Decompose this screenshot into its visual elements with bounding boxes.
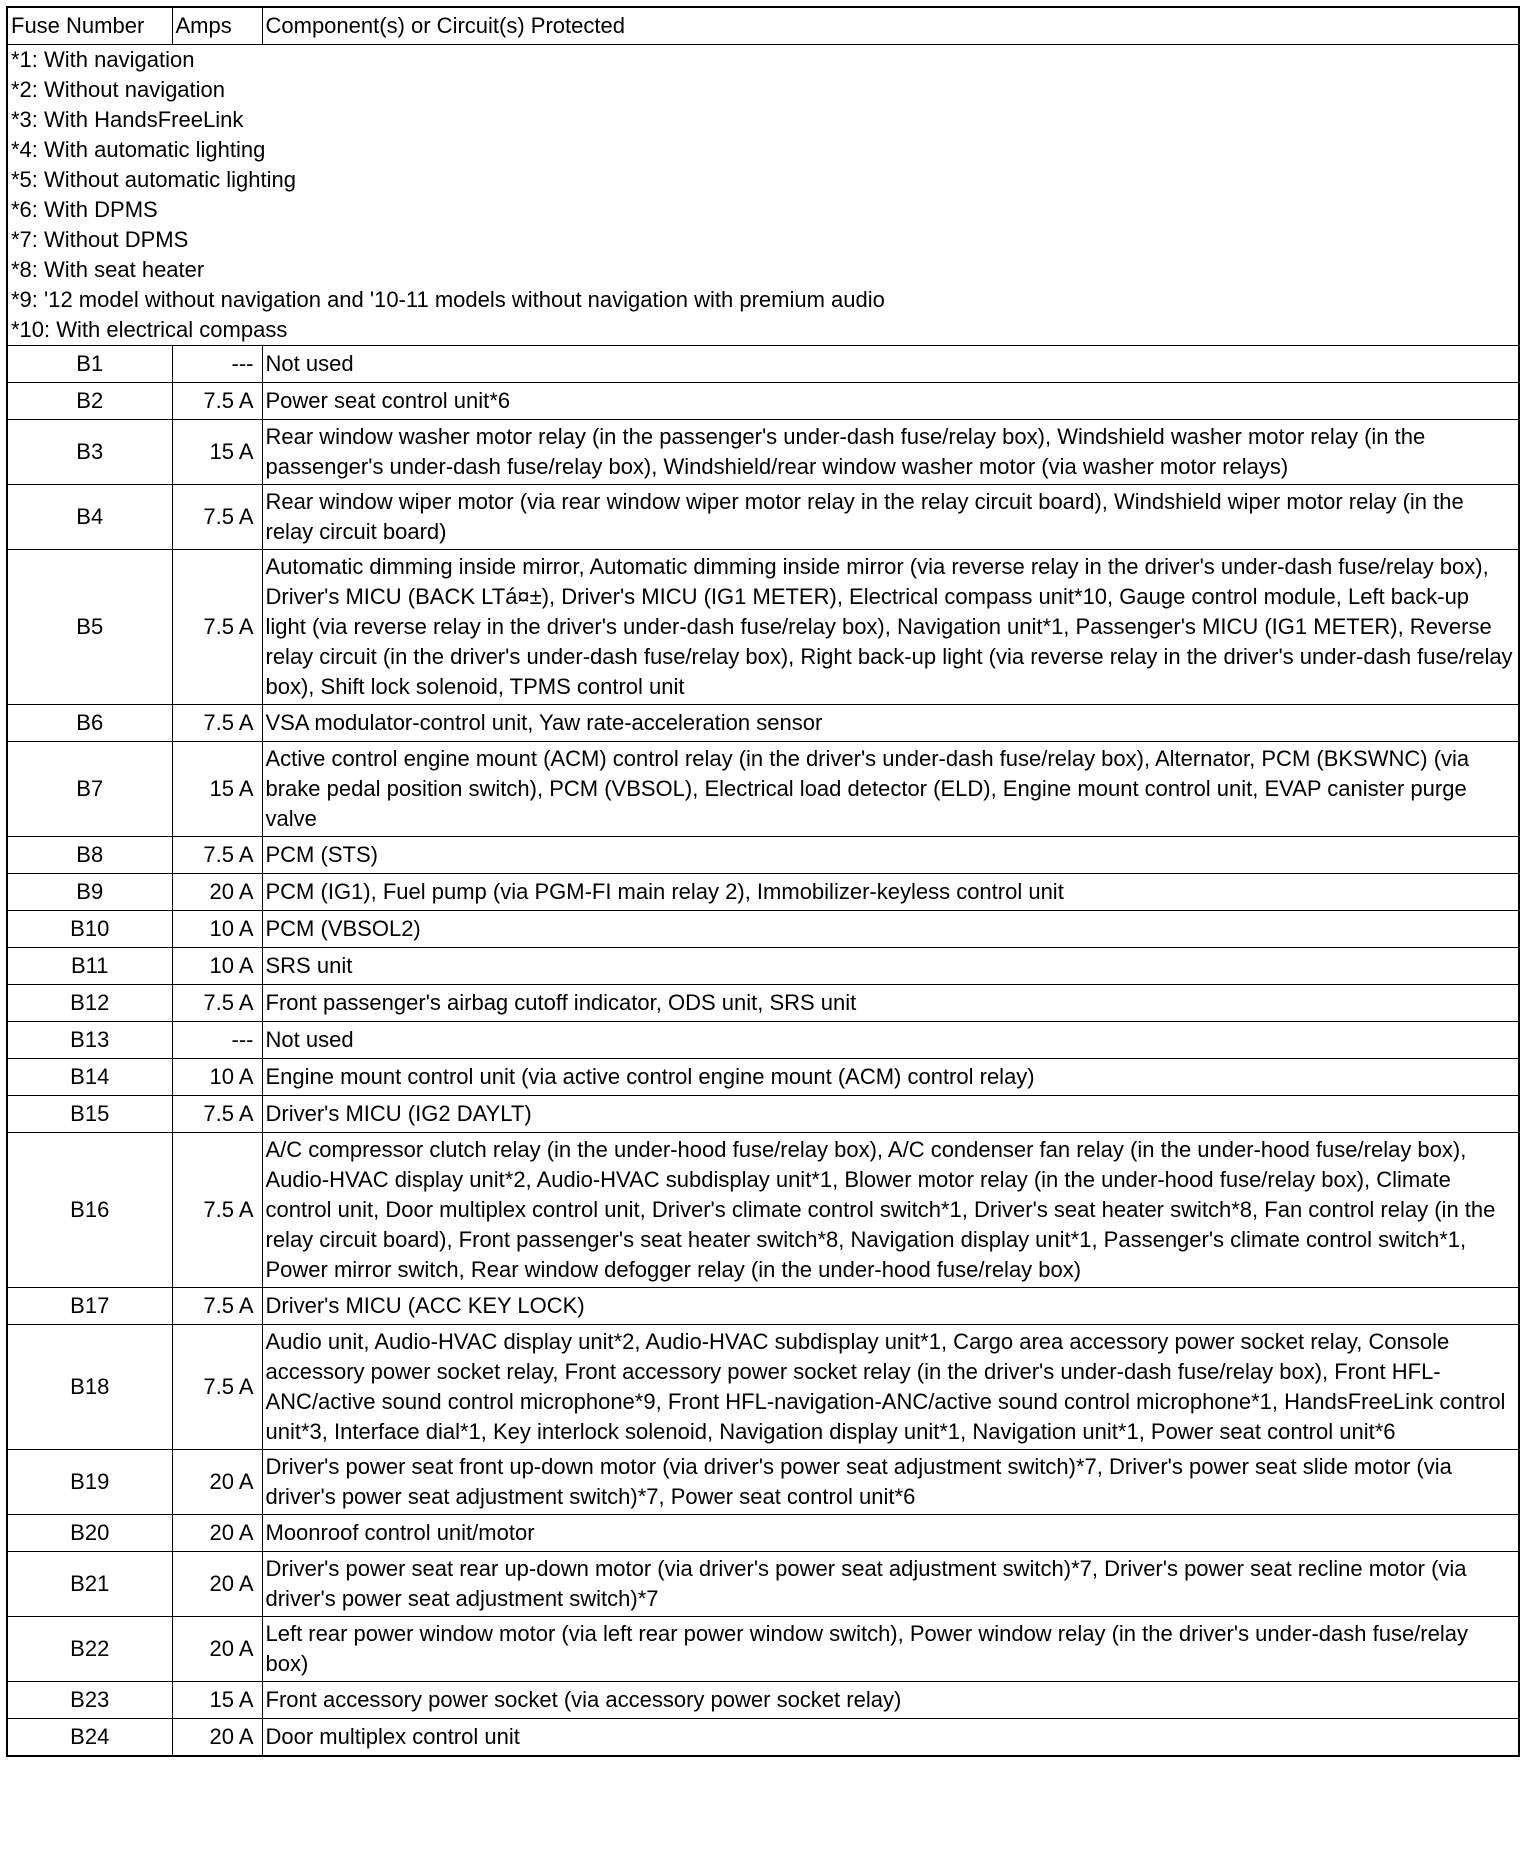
components-cell: Rear window wiper motor (via rear window wiper motor relay in the relay circuit board), Windshield wiper motor relay (in the relay circuit board) [262, 485, 1519, 550]
components-cell: VSA modulator-control unit, Yaw rate-acceleration sensor [262, 705, 1519, 742]
fuse-number-cell: B23 [7, 1682, 172, 1719]
components-cell: Driver's MICU (ACC KEY LOCK) [262, 1288, 1519, 1325]
amps-cell: 7.5 A [172, 1325, 262, 1450]
footnote: *9: '12 model without navigation and '10-11 models without navigation with premium audio [11, 287, 885, 312]
table-row [7, 1719, 1519, 1757]
amps-cell: 7.5 A [172, 985, 262, 1022]
fuse-number-cell: B10 [7, 911, 172, 948]
amps-cell: 20 A [172, 1552, 262, 1617]
amps-cell: 20 A [172, 1719, 262, 1757]
amps-cell: 7.5 A [172, 1133, 262, 1288]
components-cell: Front accessory power socket (via accessory power socket relay) [262, 1682, 1519, 1719]
fuse-number-cell: B7 [7, 742, 172, 837]
table-row [7, 948, 1519, 985]
header-components: Component(s) or Circuit(s) Protected [262, 7, 1519, 45]
components-cell: PCM (STS) [262, 837, 1519, 874]
footnote: *3: With HandsFreeLink [11, 107, 244, 132]
components-cell: Left rear power window motor (via left rear power window switch), Power window relay (in the driver's under-dash fuse/relay box) [262, 1617, 1519, 1682]
fuse-number-cell: B19 [7, 1450, 172, 1515]
components-cell: Audio unit, Audio-HVAC display unit*2, Audio-HVAC subdisplay unit*1, Cargo area accessory power socket relay, Console accessory power socket relay, Front accessory power socket relay (in the driver's under-dash fuse/relay box), Front HFL-ANC/active sound control microphone*9, Front HFL-navigation-ANC/active sound control microphone*1, HandsFreeLink control unit*3, Interface dial*1, Key interlock solenoid, Navigation display unit*1, Navigation unit*1, Power seat control unit*6 [262, 1325, 1519, 1450]
components-cell: Moonroof control unit/motor [262, 1515, 1519, 1552]
table-row [7, 705, 1519, 742]
table-row [7, 346, 1519, 383]
amps-cell: 20 A [172, 1617, 262, 1682]
fuse-table [6, 6, 1520, 1757]
amps-cell: 7.5 A [172, 1096, 262, 1133]
notes-row [7, 45, 1519, 346]
fuse-number-cell: B13 [7, 1022, 172, 1059]
components-cell: Door multiplex control unit [262, 1719, 1519, 1757]
fuse-number-cell: B3 [7, 420, 172, 485]
fuse-number-cell: B11 [7, 948, 172, 985]
table-row [7, 420, 1519, 485]
fuse-number-cell: B9 [7, 874, 172, 911]
components-cell: PCM (VBSOL2) [262, 911, 1519, 948]
table-row [7, 1096, 1519, 1133]
table-row [7, 485, 1519, 550]
header-amps: Amps [172, 7, 262, 45]
amps-cell: 15 A [172, 420, 262, 485]
amps-cell: 7.5 A [172, 550, 262, 705]
footnote: *8: With seat heater [11, 257, 205, 282]
table-row [7, 911, 1519, 948]
table-row [7, 1133, 1519, 1288]
table-row [7, 837, 1519, 874]
fuse-number-cell: B5 [7, 550, 172, 705]
fuse-number-cell: B24 [7, 1719, 172, 1757]
table-row [7, 1515, 1519, 1552]
table-row [7, 1325, 1519, 1450]
fuse-number-cell: B6 [7, 705, 172, 742]
table-row [7, 1682, 1519, 1719]
amps-cell: 15 A [172, 1682, 262, 1719]
amps-cell: 20 A [172, 874, 262, 911]
table-row [7, 1022, 1519, 1059]
amps-cell: 10 A [172, 1059, 262, 1096]
components-cell: Engine mount control unit (via active control engine mount (ACM) control relay) [262, 1059, 1519, 1096]
components-cell: Front passenger's airbag cutoff indicator, ODS unit, SRS unit [262, 985, 1519, 1022]
footnote: *7: Without DPMS [11, 227, 189, 252]
table-row [7, 550, 1519, 705]
footnote: *1: With navigation [11, 47, 195, 72]
fuse-number-cell: B4 [7, 485, 172, 550]
amps-cell: 7.5 A [172, 383, 262, 420]
footnote: *2: Without navigation [11, 77, 226, 102]
table-row [7, 742, 1519, 837]
table-row [7, 985, 1519, 1022]
header-fuse-number: Fuse Number [7, 7, 172, 45]
amps-cell: --- [172, 1022, 262, 1059]
footnote: *4: With automatic lighting [11, 137, 266, 162]
table-row [7, 1552, 1519, 1617]
header-row [7, 7, 1519, 45]
table-row [7, 1617, 1519, 1682]
amps-cell: 15 A [172, 742, 262, 837]
fuse-number-cell: B2 [7, 383, 172, 420]
fuse-number-cell: B15 [7, 1096, 172, 1133]
amps-cell: 20 A [172, 1515, 262, 1552]
amps-cell: 7.5 A [172, 705, 262, 742]
fuse-number-cell: B14 [7, 1059, 172, 1096]
components-cell: Driver's power seat rear up-down motor (via driver's power seat adjustment switch)*7, Driver's power seat recline motor (via driver's power seat adjustment switch)*7 [262, 1552, 1519, 1617]
amps-cell: 7.5 A [172, 485, 262, 550]
components-cell: Driver's MICU (IG2 DAYLT) [262, 1096, 1519, 1133]
table-row [7, 1059, 1519, 1096]
amps-cell: 7.5 A [172, 1288, 262, 1325]
table-row [7, 1288, 1519, 1325]
fuse-number-cell: B12 [7, 985, 172, 1022]
components-cell: Not used [262, 1022, 1519, 1059]
table-row [7, 874, 1519, 911]
footnote: *5: Without automatic lighting [11, 167, 296, 192]
components-cell: SRS unit [262, 948, 1519, 985]
components-cell: Power seat control unit*6 [262, 383, 1519, 420]
table-row [7, 1450, 1519, 1515]
table-row [7, 383, 1519, 420]
components-cell: Driver's power seat front up-down motor (via driver's power seat adjustment switch)*7, Driver's power seat slide motor (via driver's power seat adjustment switch)*7, Power seat control unit*6 [262, 1450, 1519, 1515]
fuse-number-cell: B21 [7, 1552, 172, 1617]
fuse-number-cell: B1 [7, 346, 172, 383]
components-cell: Active control engine mount (ACM) control relay (in the driver's under-dash fuse/relay box), Alternator, PCM (BKSWNC) (via brake pedal position switch), PCM (VBSOL), Electrical load detector (ELD), Engine mount control unit, EVAP canister purge valve [262, 742, 1519, 837]
amps-cell: 10 A [172, 911, 262, 948]
components-cell: Not used [262, 346, 1519, 383]
footnotes-cell [7, 45, 1519, 346]
components-cell: Automatic dimming inside mirror, Automatic dimming inside mirror (via reverse relay in the driver's under-dash fuse/relay box), Driver's MICU (BACK LTá¤±), Driver's MICU (IG1 METER), Electrical compass unit*10, Gauge control module, Left back-up light (via reverse relay in the driver's under-dash fuse/relay box), Navigation unit*1, Passenger's MICU (IG1 METER), Reverse relay circuit (in the driver's under-dash fuse/relay box), Right back-up light (via reverse relay in the driver's under-dash fuse/relay box), Shift lock solenoid, TPMS control unit [262, 550, 1519, 705]
amps-cell: 10 A [172, 948, 262, 985]
fuse-number-cell: B8 [7, 837, 172, 874]
fuse-number-cell: B22 [7, 1617, 172, 1682]
components-cell: PCM (IG1), Fuel pump (via PGM-FI main relay 2), Immobilizer-keyless control unit [262, 874, 1519, 911]
fuse-number-cell: B16 [7, 1133, 172, 1288]
amps-cell: 20 A [172, 1450, 262, 1515]
fuse-number-cell: B18 [7, 1325, 172, 1450]
amps-cell: --- [172, 346, 262, 383]
components-cell: Rear window washer motor relay (in the passenger's under-dash fuse/relay box), Windshield washer motor relay (in the passenger's under-dash fuse/relay box), Windshield/rear window washer motor (via washer motor relays) [262, 420, 1519, 485]
footnote: *10: With electrical compass [11, 317, 288, 342]
amps-cell: 7.5 A [172, 837, 262, 874]
components-cell: A/C compressor clutch relay (in the under-hood fuse/relay box), A/C condenser fan relay (in the under-hood fuse/relay box), Audio-HVAC display unit*2, Audio-HVAC subdisplay unit*1, Blower motor relay (in the under-hood fuse/relay box), Climate control unit, Door multiplex control unit, Driver's climate control switch*1, Driver's seat heater switch*8, Fan control relay (in the relay circuit board), Front passenger's seat heater switch*8, Navigation display unit*1, Passenger's climate control switch*1, Power mirror switch, Rear window defogger relay (in the under-hood fuse/relay box) [262, 1133, 1519, 1288]
fuse-number-cell: B20 [7, 1515, 172, 1552]
fuse-number-cell: B17 [7, 1288, 172, 1325]
footnote: *6: With DPMS [11, 197, 158, 222]
